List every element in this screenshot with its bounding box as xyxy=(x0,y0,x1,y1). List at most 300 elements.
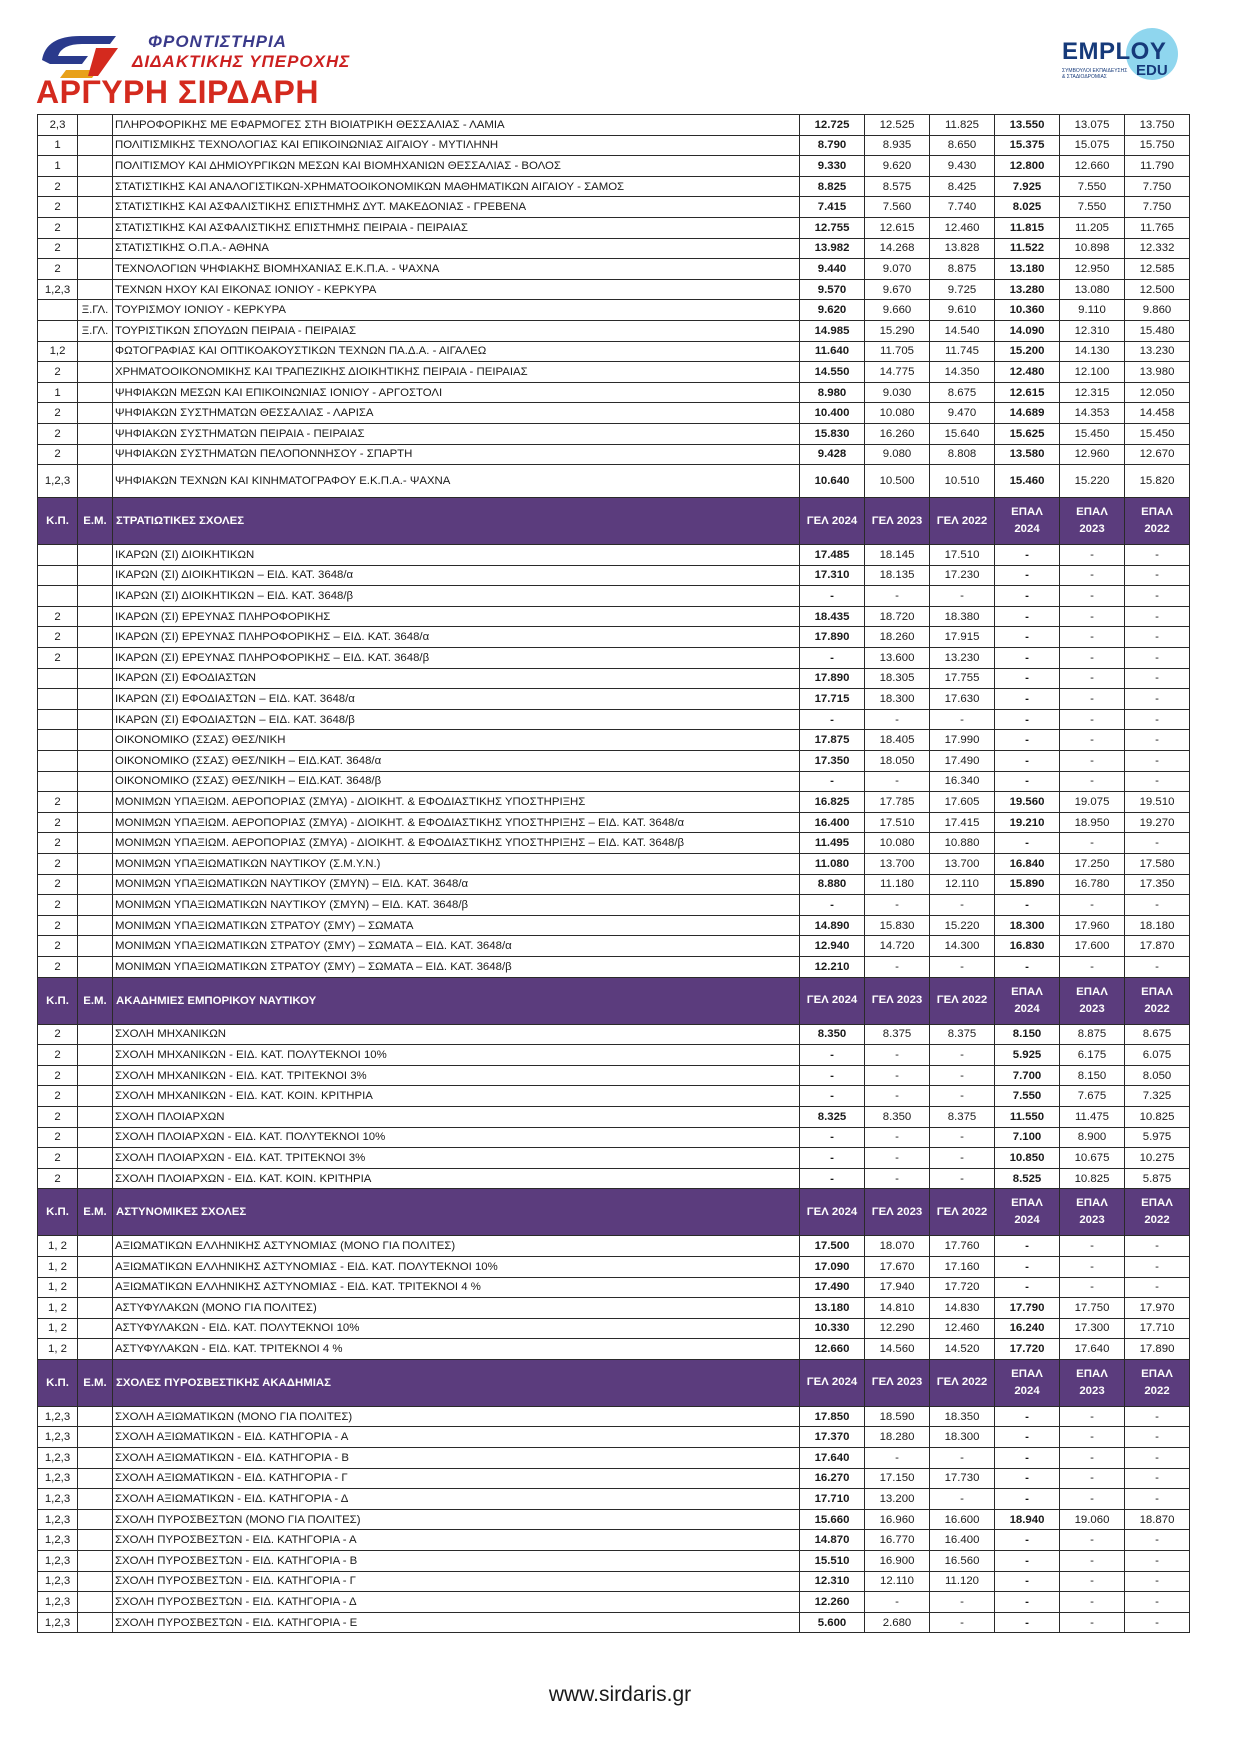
score-cell: 12.050 xyxy=(1125,382,1190,403)
score-cell: - xyxy=(1125,833,1190,854)
table-row xyxy=(38,1592,1190,1613)
kp-cell: 1, 2 xyxy=(38,1277,78,1298)
table-row xyxy=(38,709,1190,730)
score-cell: - xyxy=(1125,545,1190,566)
score-cell: 11.495 xyxy=(800,833,865,854)
score-cell: - xyxy=(800,895,865,916)
year-header: ΕΠΑΛ 2022 xyxy=(1125,977,1190,1024)
school-name: ΙΚΑΡΩΝ (ΣΙ) ΕΡΕΥΝΑΣ ΠΛΗΡΟΦΟΡΙΚΗΣ – ΕΙΔ. ΚΑΤ. 3648/α xyxy=(113,627,800,648)
kp-cell: 2 xyxy=(38,1168,78,1189)
table-row xyxy=(38,1168,1190,1189)
employ-edu: EDU xyxy=(1136,62,1168,79)
score-cell: 17.415 xyxy=(930,812,995,833)
em-cell xyxy=(78,874,113,895)
score-cell: 8.375 xyxy=(930,1106,995,1127)
kp-cell: 2 xyxy=(38,627,78,648)
em-cell xyxy=(78,648,113,669)
em-cell xyxy=(78,1468,113,1489)
score-cell: - xyxy=(1125,956,1190,977)
score-cell: 13.230 xyxy=(930,648,995,669)
score-cell: 12.210 xyxy=(800,956,865,977)
school-name: ΑΞΙΩΜΑΤΙΚΩΝ ΕΛΛΗΝΙΚΗΣ ΑΣΤΥΝΟΜΙΑΣ - ΕΙΔ. ΚΑΤ. ΤΡΙΤΕΚΝΟΙ 4 % xyxy=(113,1277,800,1298)
section-header-row xyxy=(38,498,1190,545)
table-row xyxy=(38,565,1190,586)
score-cell: 19.270 xyxy=(1125,812,1190,833)
score-cell: - xyxy=(865,1592,930,1613)
kp-cell: 1, 2 xyxy=(38,1339,78,1360)
score-cell: 12.615 xyxy=(865,217,930,238)
score-cell: 15.640 xyxy=(930,423,995,444)
score-cell: 16.825 xyxy=(800,792,865,813)
score-cell: 10.360 xyxy=(995,300,1060,321)
school-name: ΜΟΝΙΜΩΝ ΥΠΑΞΙΩΜΑΤΙΚΩΝ ΝΑΥΤΙΚΟΥ (Σ.Μ.Υ.Ν.) xyxy=(113,854,800,875)
score-cell: - xyxy=(1125,1489,1190,1510)
score-cell: 11.180 xyxy=(865,874,930,895)
score-cell: - xyxy=(930,1065,995,1086)
score-cell: 16.270 xyxy=(800,1468,865,1489)
kp-header: Κ.Π. xyxy=(38,1189,78,1236)
score-cell: 13.700 xyxy=(865,854,930,875)
school-name: ΠΛΗΡΟΦΟΡΙΚΗΣ ΜΕ ΕΦΑΡΜΟΓΕΣ ΣΤΗ ΒΙΟΙΑΤΡΙΚΗ ΘΕΣΣΑΛΙΑΣ - ΛΑΜΙΑ xyxy=(113,115,800,136)
score-cell: 9.070 xyxy=(865,259,930,280)
score-cell: - xyxy=(930,956,995,977)
score-cell: - xyxy=(930,1592,995,1613)
score-cell: 17.490 xyxy=(930,751,995,772)
table-row xyxy=(38,936,1190,957)
score-cell: 14.540 xyxy=(930,320,995,341)
em-cell xyxy=(78,1530,113,1551)
em-cell xyxy=(78,238,113,259)
school-name: ΨΗΦΙΑΚΩΝ ΣΥΣΤΗΜΑΤΩΝ ΘΕΣΣΑΛΙΑΣ - ΛΑΡΙΣΑ xyxy=(113,403,800,424)
school-name: ΙΚΑΡΩΝ (ΣΙ) ΕΦΟΔΙΑΣΤΩΝ – ΕΙΔ. ΚΑΤ. 3648/β xyxy=(113,709,800,730)
em-cell: Ξ.ΓΛ. xyxy=(78,320,113,341)
table-row xyxy=(38,1277,1190,1298)
score-cell: - xyxy=(1060,1427,1125,1448)
em-cell xyxy=(78,1277,113,1298)
score-cell: 10.275 xyxy=(1125,1148,1190,1169)
kp-cell xyxy=(38,320,78,341)
kp-header: Κ.Π. xyxy=(38,1359,78,1406)
score-cell: - xyxy=(865,895,930,916)
score-cell: 16.240 xyxy=(995,1318,1060,1339)
score-cell: 18.405 xyxy=(865,730,930,751)
score-cell: - xyxy=(865,1065,930,1086)
score-cell: - xyxy=(1125,689,1190,710)
score-cell: - xyxy=(800,771,865,792)
score-cell: - xyxy=(800,1127,865,1148)
score-cell: 12.725 xyxy=(800,115,865,136)
score-cell: 14.775 xyxy=(865,362,930,383)
score-cell: 12.660 xyxy=(1060,156,1125,177)
em-cell xyxy=(78,854,113,875)
score-cell: 17.890 xyxy=(1125,1339,1190,1360)
score-cell: 8.825 xyxy=(800,176,865,197)
score-cell: 15.510 xyxy=(800,1551,865,1572)
score-cell: - xyxy=(865,1045,930,1066)
score-cell: 17.990 xyxy=(930,730,995,751)
score-cell: - xyxy=(995,586,1060,607)
score-cell: 8.525 xyxy=(995,1168,1060,1189)
em-cell xyxy=(78,792,113,813)
kp-cell: 2 xyxy=(38,956,78,977)
score-cell: - xyxy=(930,709,995,730)
em-cell xyxy=(78,444,113,465)
score-cell: - xyxy=(995,606,1060,627)
score-cell: 17.500 xyxy=(800,1236,865,1257)
table-row xyxy=(38,1551,1190,1572)
score-cell: - xyxy=(930,1448,995,1469)
school-name: ΙΚΑΡΩΝ (ΣΙ) ΔΙΟΙΚΗΤΙΚΩΝ – ΕΙΔ. ΚΑΤ. 3648/α xyxy=(113,565,800,586)
score-cell: 13.700 xyxy=(930,854,995,875)
kp-cell xyxy=(38,586,78,607)
table-row xyxy=(38,689,1190,710)
score-cell: 17.510 xyxy=(865,812,930,833)
score-cell: - xyxy=(995,730,1060,751)
school-name: ΜΟΝΙΜΩΝ ΥΠΑΞΙΩΜ. ΑΕΡΟΠΟΡΙΑΣ (ΣΜΥΑ) - ΔΙΟΙΚΗΤ. & ΕΦΟΔΙΑΣΤΙΚΗΣ ΥΠΟΣΤΗΡΙΞΗΣ – ΕΙΔ. ΚΑΤ. 3648/β xyxy=(113,833,800,854)
school-name: ΨΗΦΙΑΚΩΝ ΣΥΣΤΗΜΑΤΩΝ ΠΕΛΟΠΟΝΝΗΣΟΥ - ΣΠΑΡΤΗ xyxy=(113,444,800,465)
kp-cell: 1,2,3 xyxy=(38,1509,78,1530)
score-cell: 9.670 xyxy=(865,279,930,300)
table-row xyxy=(38,444,1190,465)
score-cell: 16.260 xyxy=(865,423,930,444)
em-header: Ε.Μ. xyxy=(78,1189,113,1236)
score-cell: 17.940 xyxy=(865,1277,930,1298)
score-cell: 6.075 xyxy=(1125,1045,1190,1066)
score-cell: - xyxy=(1125,606,1190,627)
em-cell xyxy=(78,1298,113,1319)
school-name: ΣΧΟΛΗ ΠΥΡΟΣΒΕΣΤΩΝ (ΜΟΝΟ ΓΙΑ ΠΟΛΙΤΕΣ) xyxy=(113,1509,800,1530)
kp-cell: 2 xyxy=(38,1086,78,1107)
score-cell: 9.430 xyxy=(930,156,995,177)
score-cell: 18.380 xyxy=(930,606,995,627)
score-cell: - xyxy=(1125,648,1190,669)
score-cell: 17.510 xyxy=(930,545,995,566)
kp-cell: 2 xyxy=(38,1148,78,1169)
score-cell: 16.400 xyxy=(800,812,865,833)
table-row xyxy=(38,1086,1190,1107)
score-cell: 14.830 xyxy=(930,1298,995,1319)
em-cell xyxy=(78,341,113,362)
score-cell: 7.675 xyxy=(1060,1086,1125,1107)
school-name: ΑΣΤΥΦΥΛΑΚΩΝ - ΕΙΔ. ΚΑΤ. ΤΡΙΤΕΚΝΟΙ 4 % xyxy=(113,1339,800,1360)
score-cell: - xyxy=(930,1489,995,1510)
score-cell: 17.915 xyxy=(930,627,995,648)
score-cell: 12.460 xyxy=(930,217,995,238)
score-cell: - xyxy=(995,956,1060,977)
score-cell: 13.180 xyxy=(995,259,1060,280)
em-cell xyxy=(78,403,113,424)
score-cell: 13.280 xyxy=(995,279,1060,300)
score-cell: 7.750 xyxy=(1125,176,1190,197)
score-cell: 2.680 xyxy=(865,1612,930,1633)
kp-cell: 1,2,3 xyxy=(38,465,78,498)
table-row xyxy=(38,1339,1190,1360)
kp-cell xyxy=(38,565,78,586)
score-cell: - xyxy=(1125,709,1190,730)
score-cell: 12.100 xyxy=(1060,362,1125,383)
score-cell: - xyxy=(1060,751,1125,772)
score-cell: - xyxy=(995,648,1060,669)
score-cell: - xyxy=(1060,586,1125,607)
score-cell: 17.350 xyxy=(800,751,865,772)
kp-cell: 1,2,3 xyxy=(38,1612,78,1633)
score-cell: - xyxy=(1060,565,1125,586)
score-cell: 15.450 xyxy=(1125,423,1190,444)
em-cell xyxy=(78,1339,113,1360)
school-name: ΣΤΑΤΙΣΤΙΚΗΣ ΚΑΙ ΑΝΑΛΟΓΙΣΤΙΚΩΝ-ΧΡΗΜΑΤΟΟΙΚΟΝΟΜΙΚΩΝ ΜΑΘΗΜΑΤΙΚΩΝ ΑΙΓΑΙΟΥ - ΣΑΜΟΣ xyxy=(113,176,800,197)
score-cell: 7.740 xyxy=(930,197,995,218)
score-cell: 11.765 xyxy=(1125,217,1190,238)
table-row xyxy=(38,1024,1190,1045)
score-cell: 17.730 xyxy=(930,1468,995,1489)
em-cell xyxy=(78,689,113,710)
score-cell: 10.880 xyxy=(930,833,995,854)
score-cell: - xyxy=(995,689,1060,710)
score-cell: 7.550 xyxy=(1060,176,1125,197)
school-name: ΣΧΟΛΗ ΑΞΙΩΜΑΤΙΚΩΝ - ΕΙΔ. ΚΑΤΗΓΟΡΙΑ - Α xyxy=(113,1427,800,1448)
score-cell: 7.415 xyxy=(800,197,865,218)
year-header: ΓΕΛ 2023 xyxy=(865,1359,930,1406)
score-cell: 7.750 xyxy=(1125,197,1190,218)
score-cell: 9.330 xyxy=(800,156,865,177)
table-row xyxy=(38,403,1190,424)
score-cell: 10.400 xyxy=(800,403,865,424)
score-cell: - xyxy=(865,586,930,607)
score-cell: - xyxy=(995,771,1060,792)
score-cell: - xyxy=(995,895,1060,916)
score-cell: 8.025 xyxy=(995,197,1060,218)
score-cell: 13.180 xyxy=(800,1298,865,1319)
kp-cell: 2 xyxy=(38,792,78,813)
score-cell: 15.750 xyxy=(1125,135,1190,156)
admission-scores-table xyxy=(37,114,1190,1633)
em-cell xyxy=(78,1168,113,1189)
school-name: ΟΙΚΟΝΟΜΙΚΟ (ΣΣΑΣ) ΘΕΣ/ΝΙΚΗ – ΕΙΔ.ΚΑΤ. 3648/β xyxy=(113,771,800,792)
score-cell: 17.755 xyxy=(930,668,995,689)
score-cell: 12.310 xyxy=(1060,320,1125,341)
score-cell: 7.550 xyxy=(995,1086,1060,1107)
school-name: ΙΚΑΡΩΝ (ΣΙ) ΔΙΟΙΚΗΤΙΚΩΝ – ΕΙΔ. ΚΑΤ. 3648/β xyxy=(113,586,800,607)
section-header-row xyxy=(38,1189,1190,1236)
score-cell: - xyxy=(995,1236,1060,1257)
score-cell: 11.475 xyxy=(1060,1106,1125,1127)
em-cell xyxy=(78,956,113,977)
score-cell: 17.715 xyxy=(800,689,865,710)
kp-cell xyxy=(38,709,78,730)
kp-cell: 2 xyxy=(38,259,78,280)
em-cell xyxy=(78,217,113,238)
em-cell xyxy=(78,1509,113,1530)
kp-cell xyxy=(38,668,78,689)
kp-cell: 2 xyxy=(38,1127,78,1148)
kp-cell: 1,2,3 xyxy=(38,1406,78,1427)
score-cell: 18.135 xyxy=(865,565,930,586)
score-cell: 17.710 xyxy=(1125,1318,1190,1339)
table-row xyxy=(38,1318,1190,1339)
score-cell: 17.960 xyxy=(1060,915,1125,936)
kp-cell: 2 xyxy=(38,238,78,259)
em-cell xyxy=(78,751,113,772)
score-cell: 11.522 xyxy=(995,238,1060,259)
kp-cell: 2 xyxy=(38,1045,78,1066)
table-row xyxy=(38,812,1190,833)
score-cell: 9.470 xyxy=(930,403,995,424)
score-cell: - xyxy=(1125,1571,1190,1592)
score-cell: 11.080 xyxy=(800,854,865,875)
table-row xyxy=(38,1045,1190,1066)
score-cell: 14.130 xyxy=(1060,341,1125,362)
year-header: ΕΠΑΛ 2024 xyxy=(995,977,1060,1024)
score-cell: 15.890 xyxy=(995,874,1060,895)
score-cell: 5.875 xyxy=(1125,1168,1190,1189)
score-cell: 17.720 xyxy=(995,1339,1060,1360)
score-cell: 17.160 xyxy=(930,1256,995,1277)
score-cell: - xyxy=(1125,1551,1190,1572)
score-cell: 5.600 xyxy=(800,1612,865,1633)
score-cell: 13.580 xyxy=(995,444,1060,465)
score-cell: 12.315 xyxy=(1060,382,1125,403)
score-cell: 18.280 xyxy=(865,1427,930,1448)
score-cell: 9.570 xyxy=(800,279,865,300)
score-cell: 11.120 xyxy=(930,1571,995,1592)
kp-header: Κ.Π. xyxy=(38,498,78,545)
em-cell xyxy=(78,1406,113,1427)
employ-word: EMPLOY xyxy=(1062,38,1167,65)
score-cell: 17.150 xyxy=(865,1468,930,1489)
score-cell: - xyxy=(1060,627,1125,648)
score-cell: 12.755 xyxy=(800,217,865,238)
school-name: ΣΧΟΛΗ ΠΥΡΟΣΒΕΣΤΩΝ - ΕΙΔ. ΚΑΤΗΓΟΡΙΑ - Δ xyxy=(113,1592,800,1613)
score-cell: - xyxy=(1060,689,1125,710)
em-cell xyxy=(78,382,113,403)
em-cell xyxy=(78,176,113,197)
score-cell: 17.485 xyxy=(800,545,865,566)
score-cell: 17.785 xyxy=(865,792,930,813)
school-name: ΜΟΝΙΜΩΝ ΥΠΑΞΙΩΜΑΤΙΚΩΝ ΣΤΡΑΤΟΥ (ΣΜΥ) – ΣΩΜΑΤΑ – ΕΙΔ. ΚΑΤ. 3648/β xyxy=(113,956,800,977)
kp-cell: 2 xyxy=(38,403,78,424)
kp-cell: 2 xyxy=(38,444,78,465)
kp-cell xyxy=(38,730,78,751)
score-cell: 13.980 xyxy=(1125,362,1190,383)
score-cell: 8.808 xyxy=(930,444,995,465)
em-cell xyxy=(78,423,113,444)
score-cell: 13.828 xyxy=(930,238,995,259)
table-row xyxy=(38,771,1190,792)
score-cell: 18.180 xyxy=(1125,915,1190,936)
score-cell: 16.400 xyxy=(930,1530,995,1551)
score-cell: - xyxy=(1125,1448,1190,1469)
table-row xyxy=(38,320,1190,341)
table-row xyxy=(38,668,1190,689)
score-cell: 17.300 xyxy=(1060,1318,1125,1339)
score-cell: 7.925 xyxy=(995,176,1060,197)
score-cell: - xyxy=(995,1448,1060,1469)
em-cell xyxy=(78,936,113,957)
kp-cell: 1,2 xyxy=(38,341,78,362)
table-row xyxy=(38,156,1190,177)
score-cell: 17.720 xyxy=(930,1277,995,1298)
score-cell: 17.605 xyxy=(930,792,995,813)
em-cell xyxy=(78,1106,113,1127)
score-cell: 19.075 xyxy=(1060,792,1125,813)
footer-url[interactable]: www.sirdaris.gr xyxy=(548,1683,692,1706)
kp-cell xyxy=(38,751,78,772)
score-cell: 11.790 xyxy=(1125,156,1190,177)
score-cell: - xyxy=(800,648,865,669)
score-cell: - xyxy=(1060,1530,1125,1551)
em-cell xyxy=(78,730,113,751)
em-cell xyxy=(78,1592,113,1613)
score-cell: 10.850 xyxy=(995,1148,1060,1169)
kp-cell: 1,2,3 xyxy=(38,1448,78,1469)
school-name: ΑΣΤΥΦΥΛΑΚΩΝ - ΕΙΔ. ΚΑΤ. ΠΟΛΥΤΕΚΝΟΙ 10% xyxy=(113,1318,800,1339)
kp-cell: 2 xyxy=(38,915,78,936)
em-cell xyxy=(78,1127,113,1148)
score-cell: 18.435 xyxy=(800,606,865,627)
score-cell: - xyxy=(865,1148,930,1169)
score-cell: - xyxy=(995,1468,1060,1489)
score-cell: - xyxy=(995,1406,1060,1427)
score-cell: 12.960 xyxy=(1060,444,1125,465)
school-name: ΣΧΟΛΗ ΑΞΙΩΜΑΤΙΚΩΝ - ΕΙΔ. ΚΑΤΗΓΟΡΙΑ - Δ xyxy=(113,1489,800,1510)
table-row xyxy=(38,1256,1190,1277)
brand-line2: ΔΙΔΑΚΤΙΚΗΣ ΥΠΕΡΟΧΗΣ xyxy=(132,52,351,71)
score-cell: 17.640 xyxy=(1060,1339,1125,1360)
score-cell: 9.620 xyxy=(800,300,865,321)
score-cell: 14.353 xyxy=(1060,403,1125,424)
school-name: ΣΤΑΤΙΣΤΙΚΗΣ ΚΑΙ ΑΣΦΑΛΙΣΤΙΚΗΣ ΕΠΙΣΤΗΜΗΣ ΠΕΙΡΑΙΑ - ΠΕΙΡΑΙΑΣ xyxy=(113,217,800,238)
score-cell: 16.600 xyxy=(930,1509,995,1530)
score-cell: - xyxy=(1125,771,1190,792)
em-cell xyxy=(78,709,113,730)
em-cell xyxy=(78,565,113,586)
score-cell: - xyxy=(1060,833,1125,854)
employ-subtitle: ΣΥΜΒΟΥΛΟΙ ΕΚΠΑΙΔΕΥΣΗΣ & ΣΤΑΔΙΟΔΡΟΜΙΑΣ xyxy=(1062,68,1128,80)
kp-cell: 1, 2 xyxy=(38,1298,78,1319)
score-cell: - xyxy=(1060,648,1125,669)
score-cell: 8.375 xyxy=(865,1024,930,1045)
year-header: ΕΠΑΛ 2023 xyxy=(1060,498,1125,545)
table-row xyxy=(38,1612,1190,1633)
score-cell: 9.620 xyxy=(865,156,930,177)
score-cell: 13.200 xyxy=(865,1489,930,1510)
score-cell: 12.480 xyxy=(995,362,1060,383)
score-cell: 8.050 xyxy=(1125,1065,1190,1086)
score-cell: 13.982 xyxy=(800,238,865,259)
score-cell: 15.290 xyxy=(865,320,930,341)
score-cell: 16.830 xyxy=(995,936,1060,957)
table-row xyxy=(38,1065,1190,1086)
page-header xyxy=(0,0,1240,112)
score-cell: 17.370 xyxy=(800,1427,865,1448)
school-name: ΧΡΗΜΑΤΟΟΙΚΟΝΟΜΙΚΗΣ ΚΑΙ ΤΡΑΠΕΖΙΚΗΣ ΔΙΟΙΚΗΤΙΚΗΣ ΠΕΙΡΑΙΑ - ΠΕΙΡΑΙΑΣ xyxy=(113,362,800,383)
score-cell: 14.520 xyxy=(930,1339,995,1360)
kp-cell: 1 xyxy=(38,135,78,156)
table-row xyxy=(38,833,1190,854)
table-row xyxy=(38,1127,1190,1148)
year-header: ΓΕΛ 2022 xyxy=(930,977,995,1024)
em-cell xyxy=(78,1148,113,1169)
table-body xyxy=(38,115,1190,1633)
table-row xyxy=(38,1406,1190,1427)
kp-cell xyxy=(38,545,78,566)
brand-name: ΑΡΓΥΡΗ ΣΙΡΔΑΡΗ xyxy=(36,74,319,110)
em-cell xyxy=(78,1612,113,1633)
table-row xyxy=(38,238,1190,259)
score-cell: - xyxy=(1060,1571,1125,1592)
score-cell: 15.460 xyxy=(995,465,1060,498)
score-cell: 12.310 xyxy=(800,1571,865,1592)
